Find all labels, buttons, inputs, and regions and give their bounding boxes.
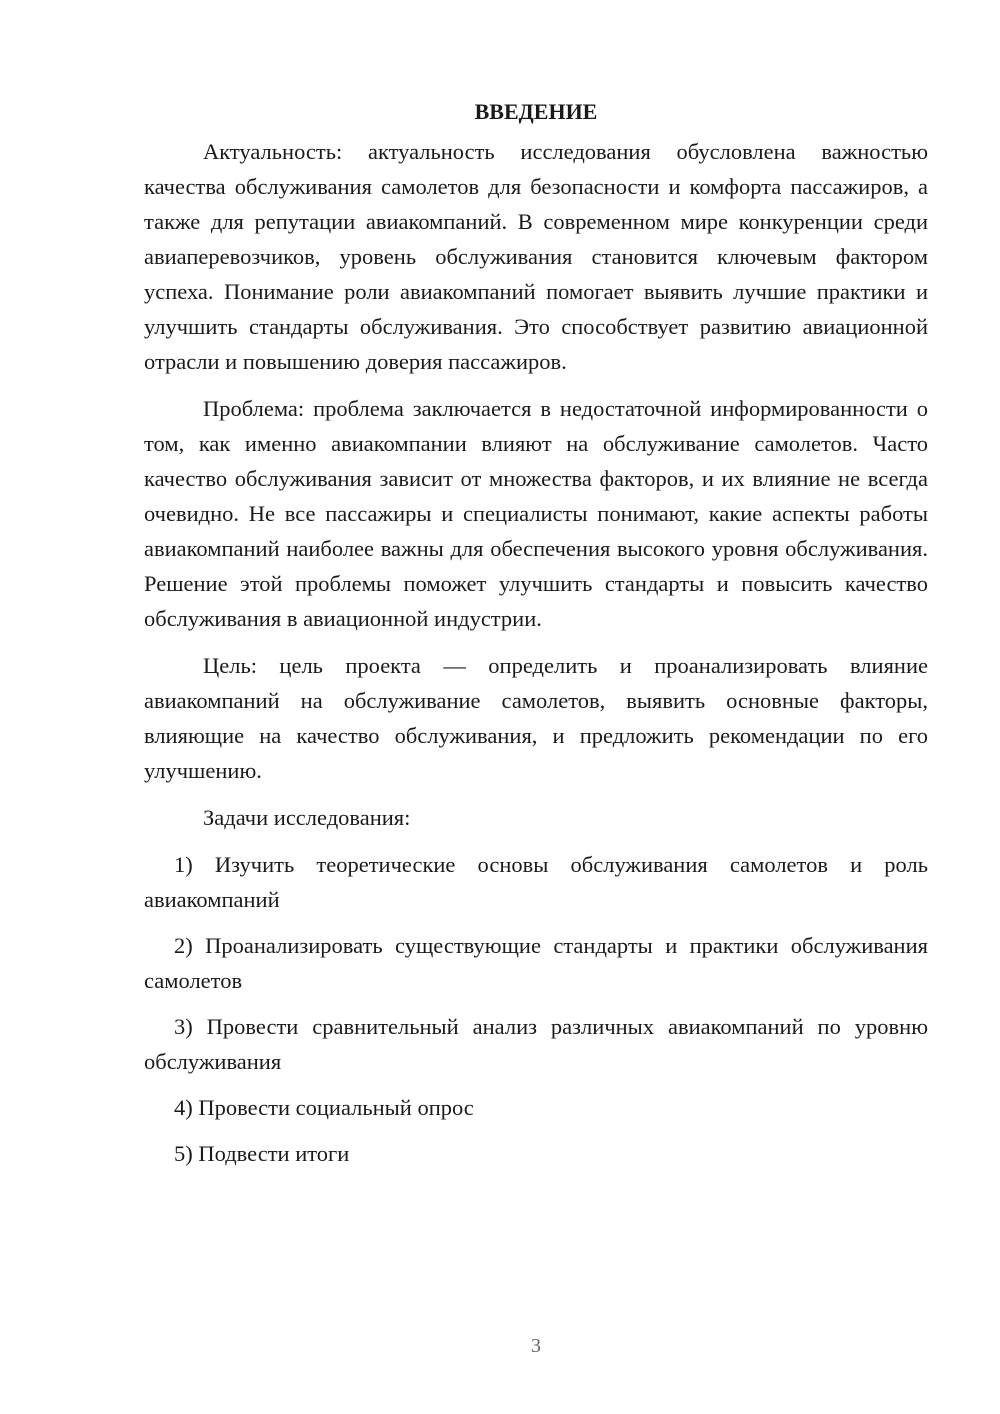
task-item: 4) Провести социальный опрос [174,1095,474,1120]
tasks-heading: Задачи исследования: [203,805,411,830]
task-item: 3) Провести сравнительный анализ различных авиакомпаний по уровню обслуживания [144,1014,928,1074]
page-number: 3 [531,1335,541,1357]
document-body [144,94,928,1182]
paragraph-problem: Проблема: проблема заключается в недостаточной информированности о том, как именно авиакомпании влияют на обслуживание самолетов. Часто качество обслуживания зависит от множества факторов, и их влияние не всегда очевидно. Не все пассажиры и специалисты понимают, какие аспекты работы авиакомпаний наиболее важны для обеспечения высокого уровня обслуживания. Решение этой проблемы поможет улучшить стандарты и повысить качество обслуживания в авиационной индустрии. [144,396,928,631]
paragraph-goal: Цель: цель проекта — определить и проанализировать влияние авиакомпаний на обслуживание самолетов, выявить основные факторы, влияющие на качество обслуживания, и предложить рекомендации по его улучшению. [144,653,928,783]
paragraph-relevance: Актуальность: актуальность исследования обусловлена важностью качества обслуживания самолетов для безопасности и комфорта пассажиров, а также для репутации авиакомпаний. В современном мире конкуренции среди авиаперевозчиков, уровень обслуживания становится ключевым фактором успеха. Понимание роли авиакомпаний помогает выявить лучшие практики и улучшить стандарты обслуживания. Это способствует развитию авиационной отрасли и повышению доверия пассажиров. [144,139,928,374]
section-title: ВВЕДЕНИЕ [474,99,598,124]
task-item: 2) Проанализировать существующие стандарты и практики обслуживания самолетов [144,933,928,993]
task-item: 1) Изучить теоретические основы обслуживания самолетов и роль авиакомпаний [144,852,928,912]
task-item: 5) Подвести итоги [174,1141,350,1166]
